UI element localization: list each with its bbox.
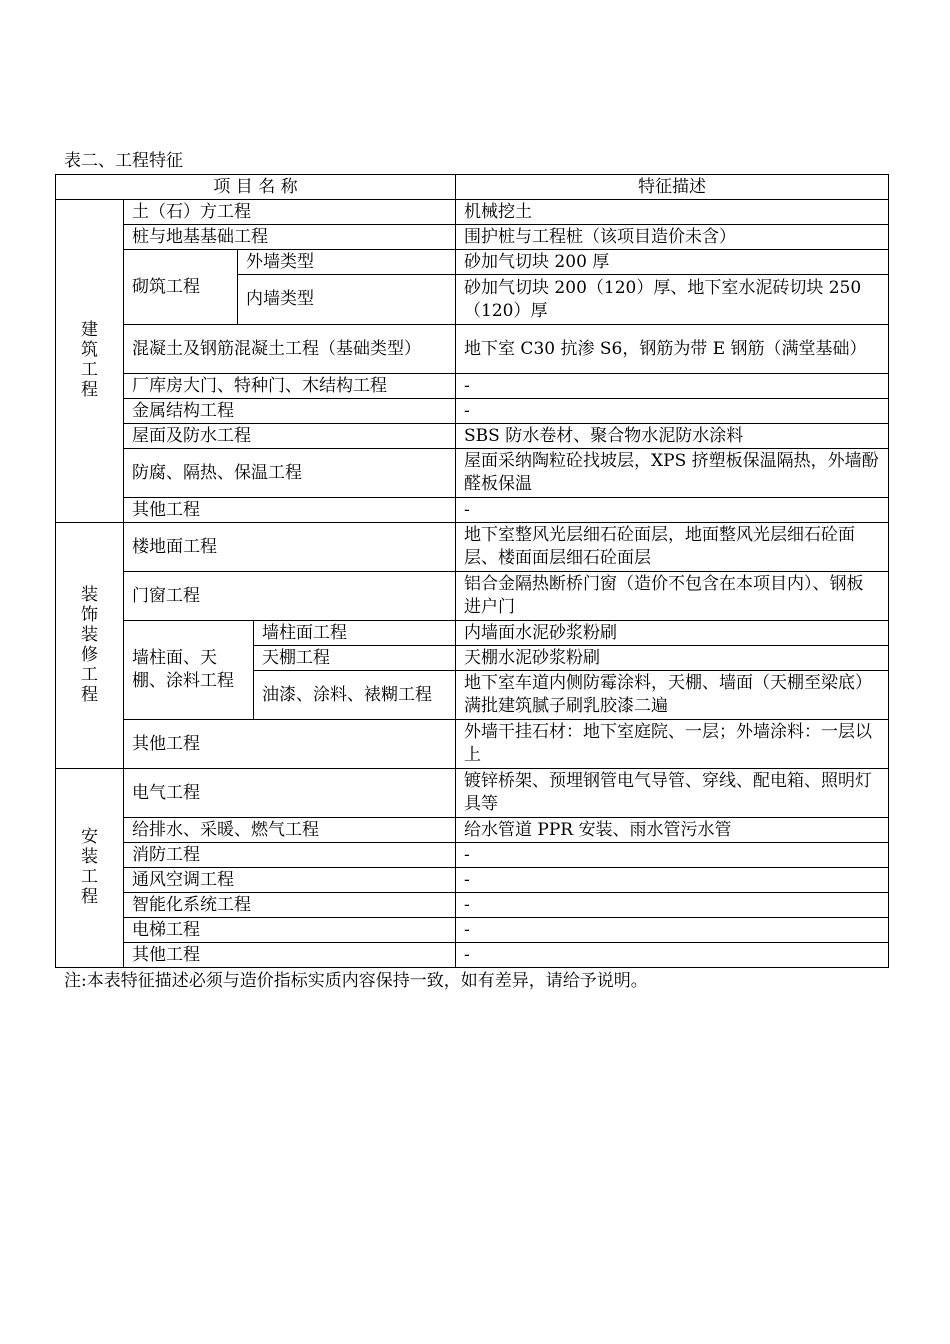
item-name: 桩与地基基础工程 [124, 225, 456, 250]
table-row [56, 868, 889, 893]
table-row [56, 498, 889, 523]
item-name: 其他工程 [124, 498, 456, 523]
item-desc: 地下室整风光层细石砼面层，地面整风光层细石砼面层、楼面面层细石砼面层 [456, 523, 889, 572]
item-name: 屋面及防水工程 [124, 424, 456, 449]
item-desc: - [456, 868, 889, 893]
item-desc: 镀锌桥架、预埋钢管电气导管、穿线、配电箱、照明灯具等 [456, 769, 889, 818]
sub-item-name: 油漆、涂料、裱糊工程 [254, 671, 456, 720]
document [55, 150, 888, 992]
category-decoration: 装饰装修工程 [56, 523, 124, 769]
category-installation: 安装工程 [56, 769, 124, 968]
header-item-name: 项 目 名 称 [56, 175, 456, 200]
item-desc: 外墙干挂石材：地下室庭院、一层；外墙涂料：一层以上 [456, 720, 889, 769]
sub-item-name: 外墙类型 [238, 250, 456, 275]
table-caption: 表二、工程特征 [64, 151, 183, 171]
item-name: 厂库房大门、特种门、木结构工程 [124, 374, 456, 399]
table-row [56, 843, 889, 868]
sub-item-name: 墙柱面工程 [254, 621, 456, 646]
sub-item-name: 内墙类型 [238, 275, 456, 325]
item-desc: - [456, 399, 889, 424]
item-desc: 机械挖土 [456, 200, 889, 225]
table-row [56, 893, 889, 918]
features-table [55, 174, 889, 968]
item-desc: - [456, 893, 889, 918]
item-desc: 给水管道 PPR 安装、雨水管污水管 [456, 818, 889, 843]
item-name: 墙柱面、天棚、涂料工程 [124, 621, 254, 720]
table-row [56, 943, 889, 968]
item-desc: - [456, 918, 889, 943]
table-row [56, 720, 889, 769]
footnote: 注:本表特征描述必须与造价指标实质内容保持一致，如有差异，请给予说明。 [64, 971, 648, 991]
sub-item-name: 天棚工程 [254, 646, 456, 671]
item-name: 消防工程 [124, 843, 456, 868]
item-name: 土（石）方工程 [124, 200, 456, 225]
item-name: 给排水、采暖、燃气工程 [124, 818, 456, 843]
item-name: 其他工程 [124, 943, 456, 968]
item-desc: 砂加气切块 200（120）厚、地下室水泥砖切块 250（120）厚 [456, 275, 889, 325]
item-desc: 围护桩与工程桩（该项目造价未含） [456, 225, 889, 250]
item-desc: 地下室车道内侧防霉涂料，天棚、墙面（天棚至梁底）满批建筑腻子刷乳胶漆二遍 [456, 671, 889, 720]
table-row [56, 523, 889, 572]
header-row [56, 175, 889, 200]
item-desc: 内墙面水泥砂浆粉刷 [456, 621, 889, 646]
item-desc: 屋面采纳陶粒砼找坡层，XPS 挤塑板保温隔热，外墙酚醛板保温 [456, 449, 889, 498]
item-desc: - [456, 943, 889, 968]
item-desc: - [456, 374, 889, 399]
table-row [56, 225, 889, 250]
item-desc: SBS 防水卷材、聚合物水泥防水涂料 [456, 424, 889, 449]
item-desc: - [456, 498, 889, 523]
item-desc: 砂加气切块 200 厚 [456, 250, 889, 275]
item-desc: 天棚水泥砂浆粉刷 [456, 646, 889, 671]
category-building: 建筑工程 [56, 200, 124, 523]
table-row [56, 374, 889, 399]
item-name: 门窗工程 [124, 572, 456, 621]
item-name: 金属结构工程 [124, 399, 456, 424]
item-name: 楼地面工程 [124, 523, 456, 572]
item-name: 其他工程 [124, 720, 456, 769]
item-name: 砌筑工程 [124, 250, 238, 325]
table-row [56, 250, 889, 275]
table-row [56, 424, 889, 449]
item-desc: - [456, 843, 889, 868]
item-name: 电气工程 [124, 769, 456, 818]
table-row [56, 769, 889, 818]
item-name: 防腐、隔热、保温工程 [124, 449, 456, 498]
table-row [56, 325, 889, 374]
table-row [56, 818, 889, 843]
item-desc: 铝合金隔热断桥门窗（造价不包含在本项目内）、钢板进户门 [456, 572, 889, 621]
table-row [56, 572, 889, 621]
item-desc: 地下室 C30 抗渗 S6，钢筋为带 E 钢筋（满堂基础） [456, 325, 889, 374]
table-row [56, 449, 889, 498]
item-name: 智能化系统工程 [124, 893, 456, 918]
table-row [56, 399, 889, 424]
item-name: 混凝土及钢筋混凝土工程（基础类型） [124, 325, 456, 374]
table-row [56, 621, 889, 646]
table-row [56, 200, 889, 225]
header-feature: 特征描述 [456, 175, 889, 200]
item-name: 通风空调工程 [124, 868, 456, 893]
table-row [56, 918, 889, 943]
item-name: 电梯工程 [124, 918, 456, 943]
